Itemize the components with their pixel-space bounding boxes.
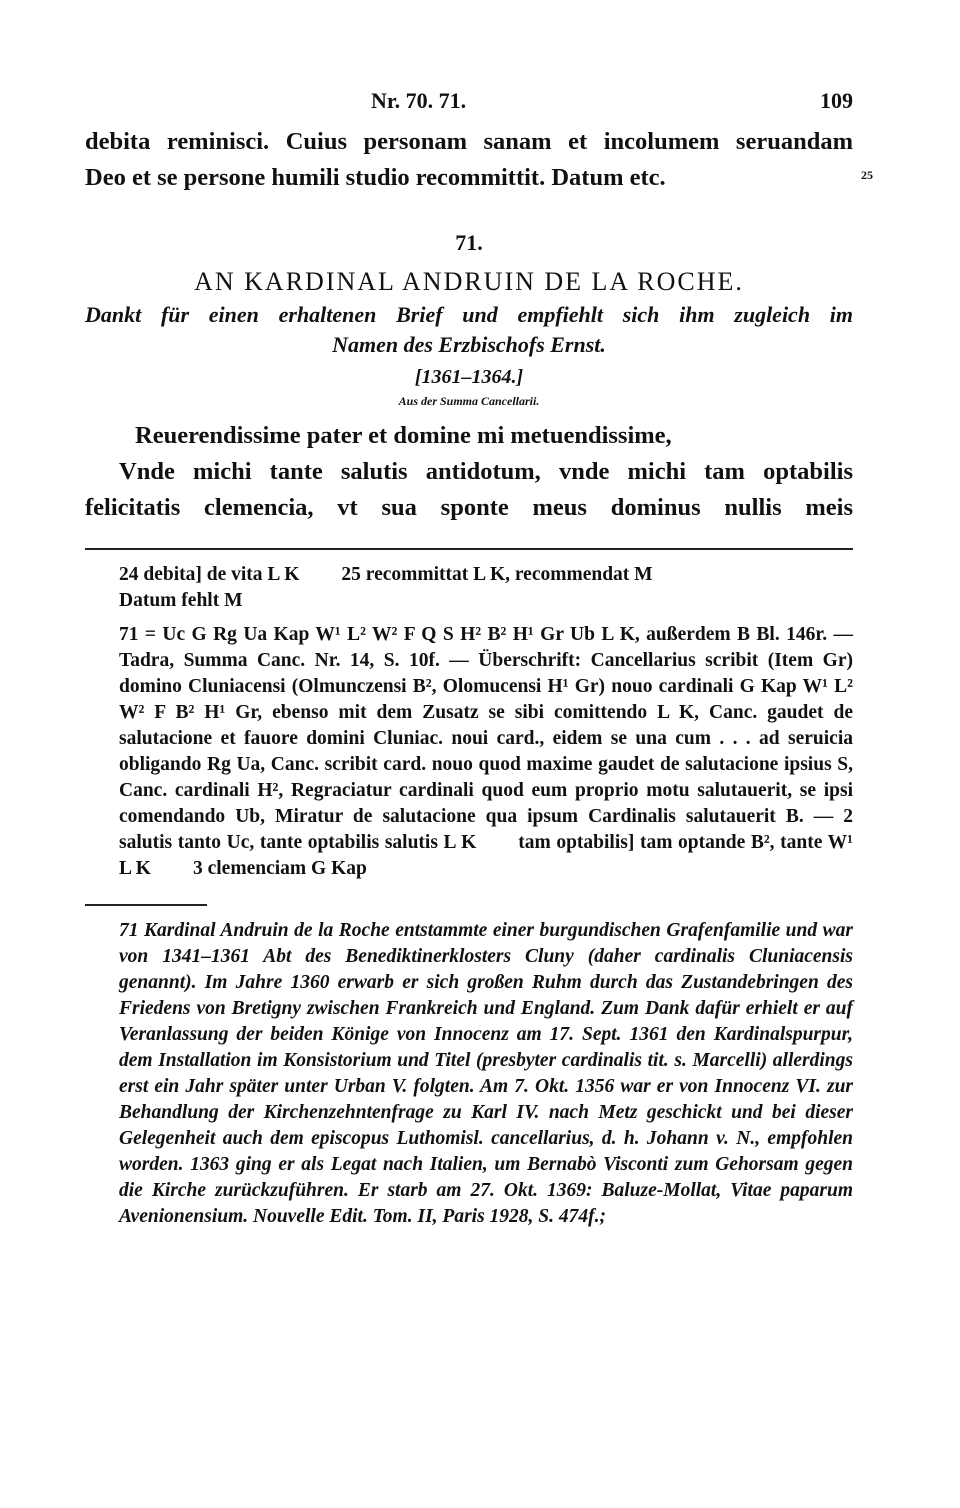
letter-summary-line: Dankt für einen erhaltenen Brief und empfiehlt sich ihm zugleich im: [85, 302, 853, 327]
divider: [85, 548, 853, 550]
apparatus-note: 3 clemenciam G Kap: [192, 858, 367, 879]
running-head-title: Nr. 70. 71.: [371, 88, 467, 113]
page-number: 109: [820, 88, 853, 113]
apparatus-note: 71 = Uc G Rg Ua Kap W¹ L² W² F Q S H² B² H¹ Gr Ub L K, außerdem B Bl. 146r. — Tadra, Summa Canc. Nr. 14, S. 10f. — Überschrift: Cancellarius scribit (Item Gr) domino Cluniacensi (Olmunczensi B², Olomucensi H¹ Gr) nouo cardinali G Kap W¹ L² W² F B² H¹ Gr, ebenso mit dem Zusatz se sibi comittendo L K, Canc. gaudet de salutacione et fauore domini Cluniac. noui card., eidem se una cum . . . ad seruicia obligando Rg Ua, Canc. scribit card. nouo quod maxime gaudet de salutacione ipsius S, Canc. cardinali H², Regraciatur cardinali quod eum proprio motu salutauerit, se ipsi comendando Ub, Miratur de salutacione qua ipsum Cardinalis salutauerit B. — 2 salutis tanto Uc, tante optabilis salutis L K: [119, 624, 853, 853]
page: [85, 88, 873, 1230]
critical-apparatus: [85, 562, 853, 882]
letter-salutation: Reuerendissime pater et domine mi metuendissime,: [135, 422, 672, 449]
letter-title: AN KARDINAL ANDRUIN DE LA ROCHE.: [194, 267, 744, 296]
divider: [85, 904, 207, 906]
previous-letter-ending: [85, 124, 873, 196]
body-line: Deo et se persone humili studio recommittit. Datum etc.: [85, 164, 666, 191]
body-line: debita reminisci. Cuius personam sanam et incolumem seruandam: [85, 128, 853, 155]
apparatus-entry: [85, 562, 853, 614]
apparatus-entry: [85, 622, 853, 882]
body-line: felicitatis clemencia, vt sua sponte meus dominus nullis meis: [85, 494, 853, 521]
letter-summary-line: Namen des Erzbischofs Ernst.: [332, 332, 606, 357]
running-head: [85, 88, 853, 124]
apparatus-note: Datum fehlt M: [119, 590, 243, 611]
margin-line-number: 25: [861, 168, 873, 182]
apparatus-note: 24 debita] de vita L K: [119, 564, 300, 585]
letter-number: 71.: [455, 230, 483, 255]
historical-note: 71 Kardinal Andruin de la Roche entstammte einer burgundischen Grafenfamilie und war von 1341–1361 Abt des Benediktinerklosters Cluny (daher cardinalis Cluniacensis genannt). Im Jahre 1360 erwarb er sich großen Ruhm durch das Zustandebringen des Friedens von Bretigny zwischen Frankreich und England. Zum Dank dafür erhielt er auf Veranlassung der beiden Könige von Innocenz am 17. Sept. 1361 den Kardinalspurpur, dem Installation im Konsistorium und Titel (presbyter cardinalis tit. s. Marcelli) allerdings erst ein Jahr später unter Urban V. folgten. Am 7. Okt. 1356 war er von Innocenz VI. zur Behandlung der Kirchenzehntenfrage zu Karl IV. nach Metz geschickt und bei dieser Gelegenheit auch dem episcopus Luthomisl. cancellarius, d. h. Johann v. N., empfohlen worden. 1363 ging er als Legat nach Italien, um Bernabò Visconti zum Gehorsam gegen die Kirche zurückzuführen. Er starb am 27. Okt. 1369: Baluze-Mollat, Vitae paparum Avenionensium. Nouvelle Edit. Tom. II, Paris 1928, S. 474f.;: [119, 920, 853, 1227]
apparatus-note: 25 recommittat L K, recommendat M: [341, 564, 653, 585]
letter-date: [1361–1364.]: [414, 366, 524, 388]
body-line: Vnde michi tante salutis antidotum, vnde michi tam optabilis: [119, 458, 853, 485]
apparatus-note: tam optabilis] tam optande B², tante W¹ L K: [119, 832, 853, 879]
letter-source: Aus der Summa Cancellarii.: [398, 394, 540, 408]
